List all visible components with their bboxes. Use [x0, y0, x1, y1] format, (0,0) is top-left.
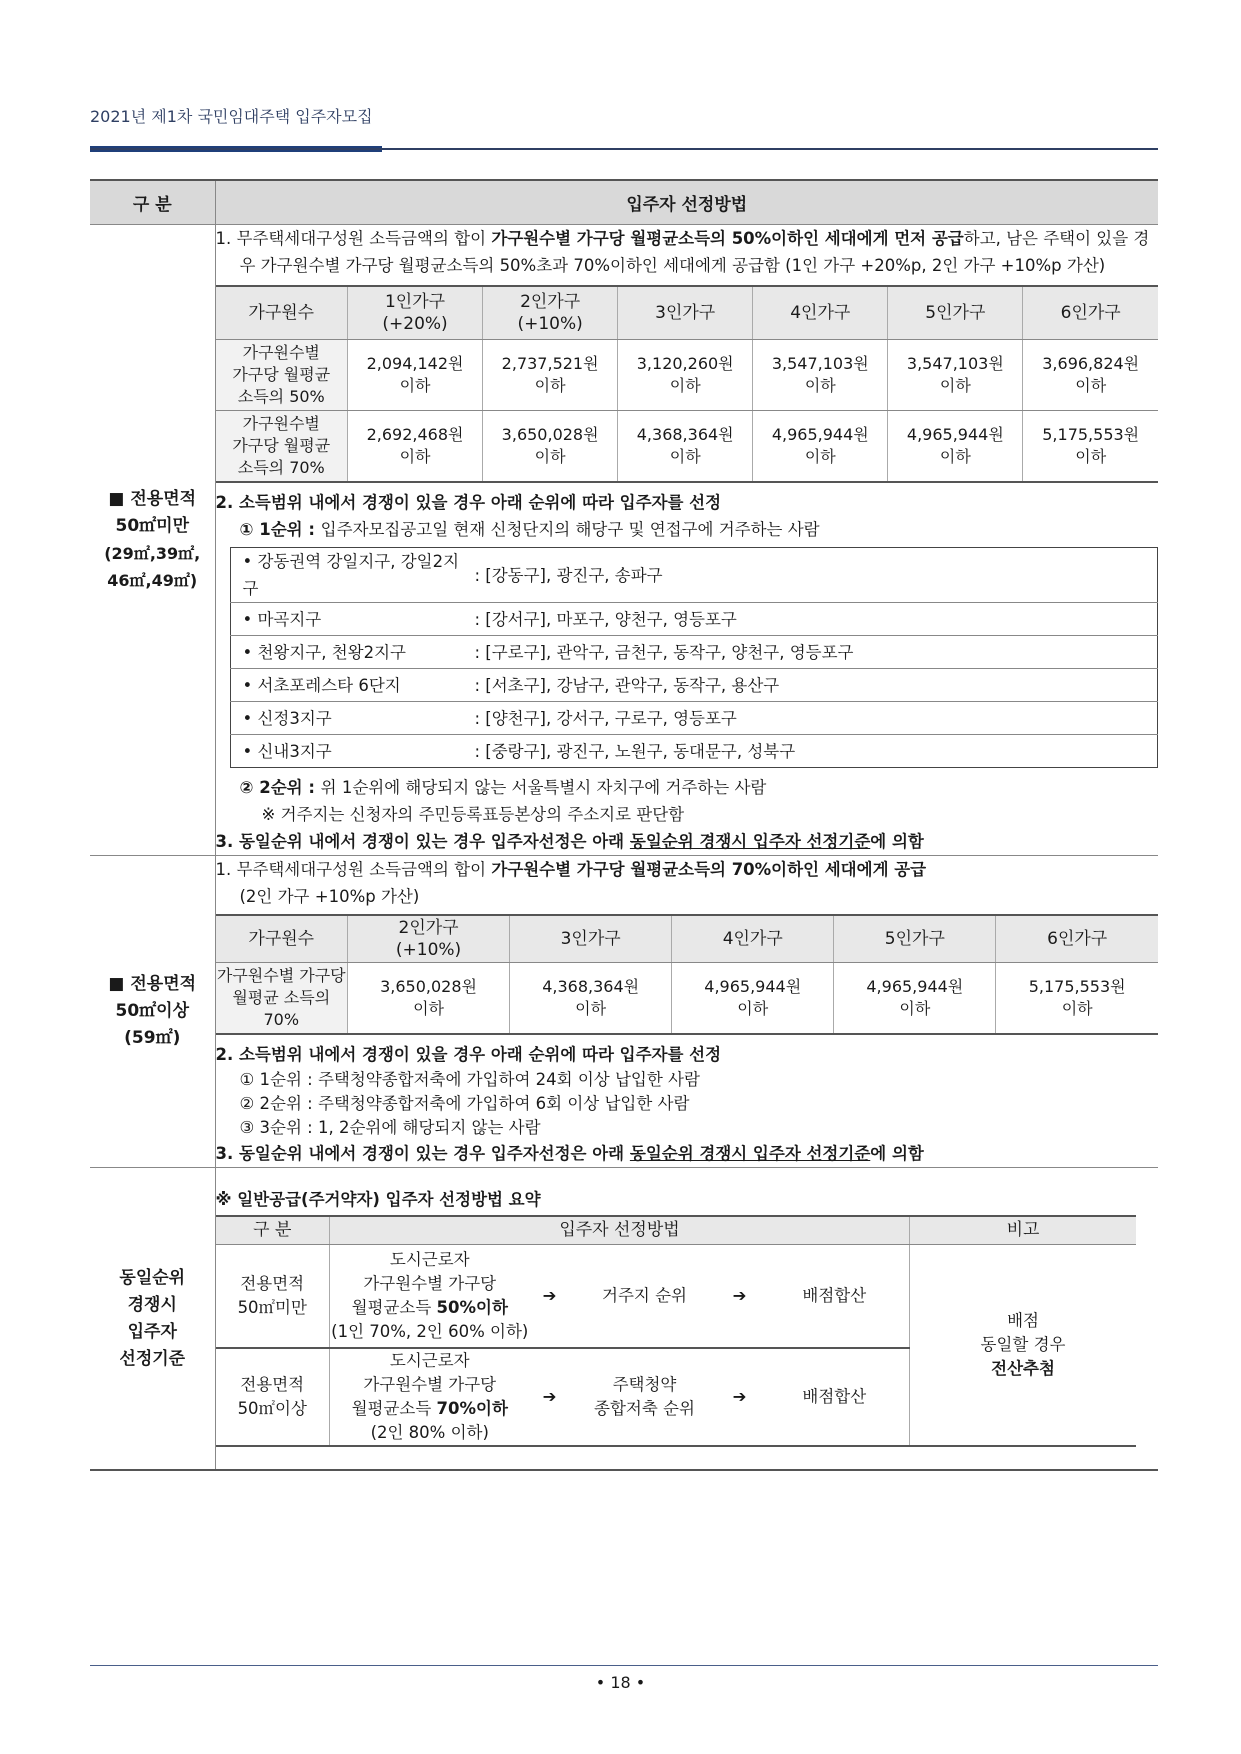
rank-2: ② 2순위 : 주택청약종합저축에 가입하여 6회 이상 납입한 사람 — [239, 1094, 690, 1113]
summary-title: ※ 일반공급(주거약자) 입주자 선정방법 요약 — [215, 1190, 541, 1209]
arrow-icon: ➔ — [720, 1245, 760, 1349]
table-row: 전용면적 50㎡이상 도시근로자 가구원수별 가구당 월평균소득 70%이하 (2인 80% 이하) ➔ 주택청약 종합저축 순위 ➔ 배점합산 — [216, 1348, 1137, 1446]
rank-1: ① 1순위 : 입주자모집공고일 현재 신청단지의 해당구 및 연접구에 거주하는 사람 — [239, 520, 820, 539]
summary-header: 구 분 — [216, 1216, 330, 1245]
column-header-category: 구 분 — [90, 180, 215, 225]
paragraph-3: 3. 동일순위 내에서 경쟁이 있는 경우 입주자선정은 아래 동일순위 경쟁시 입주자 선정기준에 의함 — [215, 1144, 924, 1163]
income-header: 가구원수 — [216, 286, 348, 340]
paragraph-1: 1. 무주택세대구성원 소득금액의 합이 가구원수별 가구당 월평균소득의 70%이하인 세대에게 공급 — [215, 860, 927, 879]
region-table — [230, 547, 1159, 768]
document-header-title: 2021년 제1차 국민임대주택 입주자모집 — [90, 107, 373, 126]
table-row: 가구원수별 가구당 월평균 소득의 50% 2,094,142원 이하 2,737,521원 이하 3,120,260원 이하 3,547,103원 이하 3,547,103원 이하 3,696,824원 이하 — [216, 340, 1159, 411]
paragraph-2: 2. 소득범위 내에서 경쟁이 있을 경우 아래 순위에 따라 입주자를 선정 — [215, 1045, 722, 1064]
arrow-icon: ➔ — [530, 1245, 570, 1349]
summary-header: 비고 — [910, 1216, 1136, 1245]
rank-1: ① 1순위 : 주택청약종합저축에 가입하여 24회 이상 납입한 사람 — [239, 1070, 700, 1089]
income-header: 2인가구 (+10%) — [483, 286, 618, 340]
residence-note: ※ 거주지는 신청자의 주민등록표등본상의 주소지로 판단함 — [261, 805, 685, 824]
header-divider — [90, 148, 1158, 150]
table-row: 가구원수별 가구당 월평균 소득의 70% 2,692,468원 이하 3,650,028원 이하 4,368,364원 이하 4,965,944원 이하 4,965,944원 이하 5,175,553원 이하 — [216, 411, 1159, 483]
income-header: 2인가구 (+10%) — [348, 915, 510, 963]
method-under-50 — [215, 225, 1158, 856]
rank-2: ② 2순위 : 위 1순위에 해당되지 않는 서울특별시 자치구에 거주하는 사람 — [239, 778, 767, 797]
category-tiebreak: 동일순위 경쟁시 입주자 선정기준 — [90, 1168, 215, 1471]
paragraph-1-cont: (2인 가구 +10%p 가산) — [239, 887, 420, 906]
income-header: 3인가구 — [618, 286, 753, 340]
arrow-icon: ➔ — [530, 1348, 570, 1446]
footer-divider — [90, 1665, 1158, 1666]
paragraph-3: 3. 동일순위 내에서 경쟁이 있는 경우 입주자선정은 아래 동일순위 경쟁시 입주자 선정기준에 의함 — [215, 832, 924, 851]
arrow-icon: ➔ — [720, 1348, 760, 1446]
page-number: • 18 • — [595, 1673, 646, 1692]
list-item: • 신정3지구 : [양천구], 강서구, 구로구, 영등포구 — [230, 702, 1158, 735]
list-item: • 서초포레스타 6단지 : [서초구], 강남구, 관악구, 동작구, 용산구 — [230, 669, 1158, 702]
summary-table — [216, 1215, 1137, 1447]
paragraph-2: 2. 소득범위 내에서 경쟁이 있을 경우 아래 순위에 따라 입주자를 선정 — [215, 493, 722, 512]
table-row: 가구원수별 가구당 월평균 소득의 70% 3,650,028원 이하 4,368,364원 이하 4,965,944원 이하 4,965,944원 이하 5,175,553원 이하 — [216, 963, 1159, 1035]
income-header: 5인가구 — [834, 915, 996, 963]
rank-3: ③ 3순위 : 1, 2순위에 해당되지 않는 사람 — [239, 1118, 541, 1137]
summary-header: 입주자 선정방법 — [330, 1216, 910, 1245]
income-header: 가구원수 — [216, 915, 348, 963]
list-item: • 신내3지구 : [중랑구], 광진구, 노원구, 동대문구, 성북구 — [242, 741, 796, 761]
list-item: • 천왕지구, 천왕2지구 : [구로구], 관악구, 금천구, 동작구, 양천구, 영등포구 — [230, 636, 1158, 669]
remark-cell: 배점 동일할 경우 전산추첨 — [910, 1245, 1136, 1447]
table-row: 전용면적 50㎡미만 도시근로자 가구원수별 가구당 월평균소득 50%이하 (1인 70%, 2인 60% 이하) ➔ 거주지 순위 ➔ 배점합산 배점 동일할 경우 전산추첨 — [216, 1245, 1137, 1349]
income-header: 1인가구 (+20%) — [348, 286, 483, 340]
method-over-50 — [215, 856, 1158, 1168]
column-header-method: 입주자 선정방법 — [215, 180, 1158, 225]
list-item: • 강동권역 강일지구, 강일2지구 : [강동구], 광진구, 송파구 — [230, 548, 1158, 603]
income-header: 3인가구 — [510, 915, 672, 963]
selection-method-table — [90, 179, 1158, 1471]
income-header: 6인가구 — [996, 915, 1158, 963]
income-table-under-50 — [216, 285, 1159, 483]
list-item: • 마곡지구 : [강서구], 마포구, 양천구, 영등포구 — [230, 603, 1158, 636]
category-under-50: ■ 전용면적 50㎡미만 (29㎡,39㎡, 46㎡,49㎡) — [90, 225, 215, 856]
tiebreak-summary — [215, 1168, 1158, 1471]
income-header: 4인가구 — [753, 286, 888, 340]
income-table-over-50 — [216, 914, 1159, 1035]
income-header: 6인가구 — [1023, 286, 1158, 340]
paragraph-1: 1. 무주택세대구성원 소득금액의 합이 가구원수별 가구당 월평균소득의 50%이하인 세대에게 먼저 공급하고, 남은 주택이 있을 경우 가구원수별 가구당 월평균소득의 50%초과 70%이하인 세대에게 공급함 (1인 가구 +20%p, 2인 가구 +10%p 가산) — [215, 229, 1150, 275]
income-header: 4인가구 — [672, 915, 834, 963]
income-header: 5인가구 — [888, 286, 1023, 340]
category-over-50: ■ 전용면적 50㎡이상 (59㎡) — [90, 856, 215, 1168]
